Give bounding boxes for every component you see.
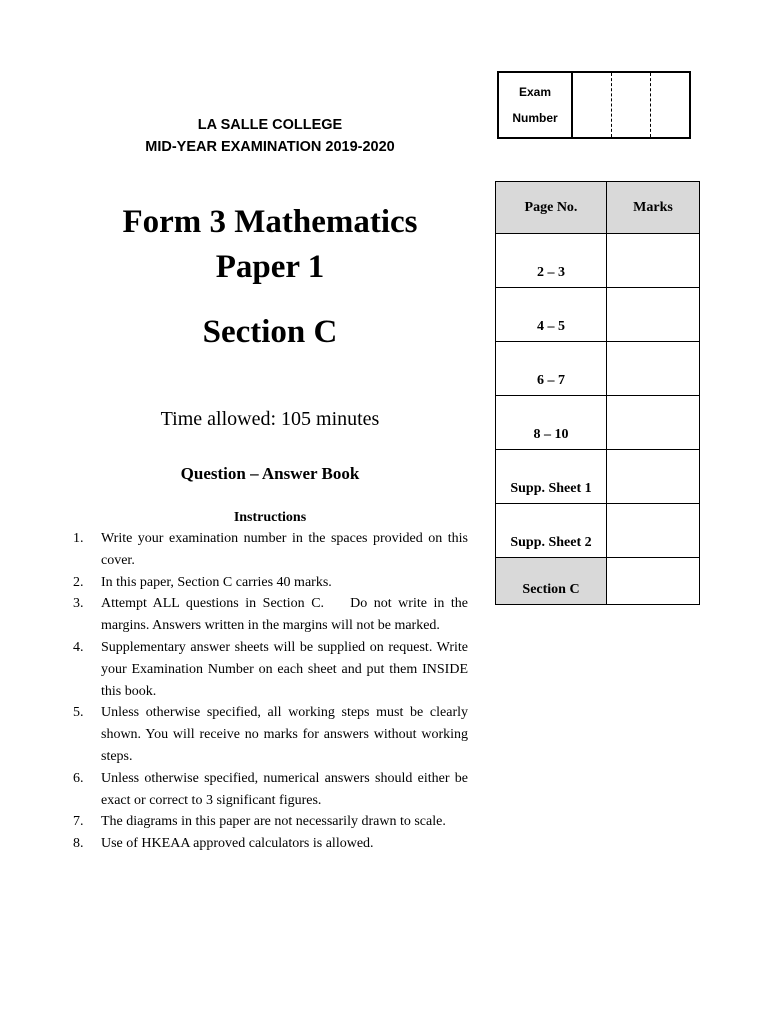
paper-title-line1: Form 3 Mathematics: [122, 204, 418, 240]
instruction-item: [70, 768, 468, 812]
page-no-header: Page No.: [496, 182, 607, 234]
page-range-cell: 8 – 10: [496, 396, 607, 450]
exam-label-line1: Exam: [518, 85, 552, 99]
exam-number-box: [497, 71, 691, 139]
instruction-number: 5.: [73, 705, 84, 721]
marks-cell[interactable]: [607, 234, 700, 288]
page-range-cell: 6 – 7: [496, 342, 607, 396]
marks-table-header-row: [496, 182, 700, 234]
marks-cell[interactable]: [607, 288, 700, 342]
instruction-number: 4.: [73, 639, 84, 655]
page-range-cell: Supp. Sheet 1: [496, 450, 607, 504]
exam-digit-box[interactable]: [612, 73, 651, 137]
exam-name: MID-YEAR EXAMINATION 2019-2020: [145, 139, 395, 155]
table-row: [496, 396, 700, 450]
instruction-text: Unless otherwise specified, numerical answers should either be exact or correct to 3 significant figures.: [101, 770, 468, 808]
instruction-item: [70, 528, 468, 572]
instruction-text: Attempt ALL questions in Section C. Do not write in the margins. Answers written in the margins will not be marked.: [101, 596, 472, 634]
table-row: [496, 504, 700, 558]
marks-table: [495, 181, 700, 605]
instruction-item: [70, 593, 472, 637]
instruction-item: [70, 572, 468, 594]
section-title: Section C: [202, 314, 338, 350]
instructions-heading: Instructions: [233, 510, 307, 525]
marks-cell[interactable]: [607, 504, 700, 558]
marks-cell[interactable]: [607, 342, 700, 396]
paper-title-line2: Paper 1: [215, 249, 325, 285]
page-range-cell: Supp. Sheet 2: [496, 504, 607, 558]
exam-label-line2: Number: [512, 111, 558, 125]
exam-digit-box[interactable]: [573, 73, 612, 137]
table-row: [496, 342, 700, 396]
instruction-number: 8.: [73, 836, 84, 852]
table-row: [496, 234, 700, 288]
instruction-number: 6.: [73, 770, 84, 786]
section-total-marks-cell[interactable]: [607, 558, 700, 605]
page-range-cell: 4 – 5: [496, 288, 607, 342]
time-allowed: Time allowed: 105 minutes: [160, 408, 380, 430]
marks-cell[interactable]: [607, 450, 700, 504]
instruction-number: 3.: [73, 596, 84, 612]
instruction-text: Supplementary answer sheets will be supplied on request. Write your Examination Number on each sheet and put them INSIDE this book.: [101, 639, 468, 699]
instruction-text: Use of HKEAA approved calculators is allowed.: [101, 836, 374, 852]
instruction-text: In this paper, Section C carries 40 marks.: [101, 574, 332, 590]
instruction-number: 2.: [73, 574, 84, 590]
instruction-text: Unless otherwise specified, all working steps must be clearly shown. You will receive no marks for answers without working steps.: [101, 705, 468, 764]
instruction-number: 1.: [73, 531, 84, 546]
school-name: LA SALLE COLLEGE: [197, 117, 343, 133]
table-row: [496, 288, 700, 342]
instruction-number: 7.: [73, 814, 84, 830]
table-row: [496, 450, 700, 504]
exam-digit-box[interactable]: [651, 73, 689, 137]
instruction-item: [70, 702, 468, 767]
paper-title: [60, 200, 480, 290]
instructions-list: [70, 528, 472, 855]
instruction-item: [70, 833, 468, 855]
section-total-label: Section C: [496, 558, 607, 605]
marks-cell[interactable]: [607, 396, 700, 450]
instruction-text: Write your examination number in the spaces provided on this cover.: [101, 531, 468, 568]
book-type: Question – Answer Book: [180, 464, 360, 483]
instruction-item: [70, 811, 468, 833]
section-total-row: [496, 558, 700, 605]
marks-header: Marks: [607, 182, 700, 234]
instruction-text: The diagrams in this paper are not necessarily drawn to scale.: [101, 814, 446, 830]
school-header: [100, 114, 440, 158]
instruction-item: [70, 637, 468, 702]
page-range-cell: 2 – 3: [496, 234, 607, 288]
exam-number-label: [499, 73, 573, 137]
exam-number-digits: [573, 73, 689, 137]
